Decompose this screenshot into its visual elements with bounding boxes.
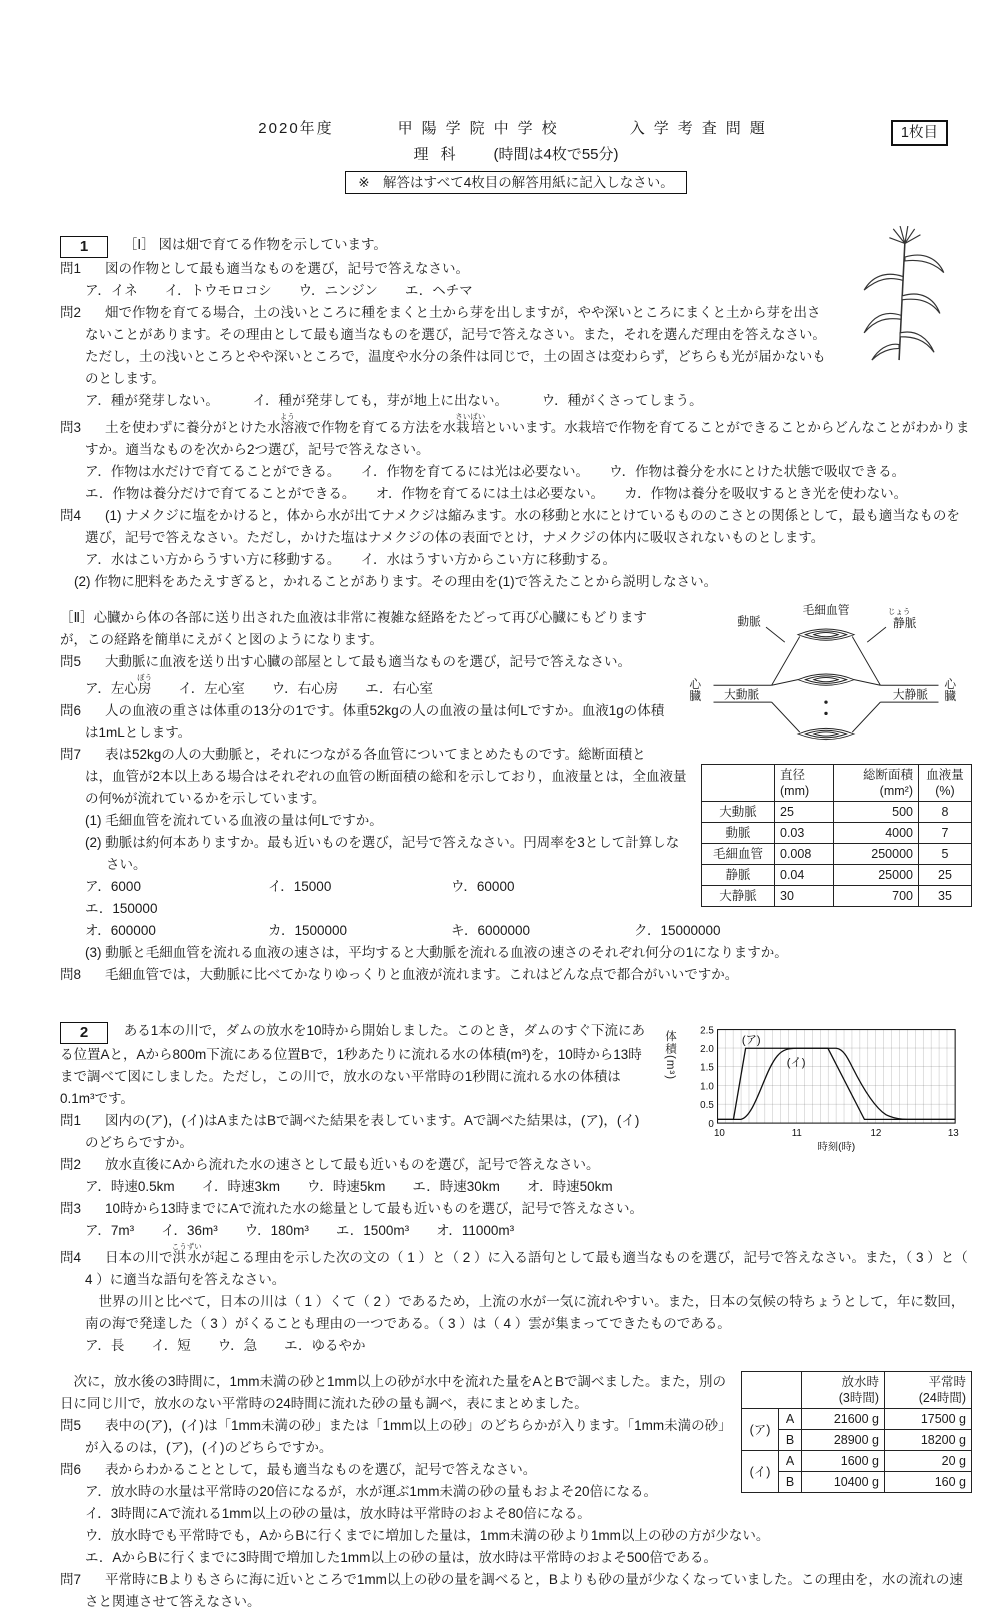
q-label: 問5 [60,1418,82,1433]
header-discharge: 放水時 [841,1375,879,1389]
label-vein: 静脈 [893,617,917,631]
y-tick: 0.5 [700,1100,714,1112]
table-row: 大動脈 25 500 8 [702,802,972,823]
q-label: 問3 [60,1201,82,1216]
s2-question-6-option-c: ウ．放水時でも平常時でも，AからBに行くまでに増加した量は，1mm未満の砂より1mm以上の砂の方が少ない。 [85,1528,770,1543]
header-subject: 理科 [413,146,468,163]
group-a-label: (ア) [742,1409,779,1451]
s1-question-3-options-2: エ．作物は養分だけで育てることができる。 オ．作物を育てるには土は必要ない。 カ．作物は養分を吸収するとき光を使わない。 [85,486,908,501]
part2-text: 心臓から体の各部に送り出された血液は非常に複雑な経路をたどって再び心臓にもどりますが，この経路を簡単にえがくと図のようになります。 [60,610,647,647]
q-label: 問8 [60,967,82,982]
table-row: 大静脈 30 700 35 [702,886,972,907]
q-text: 人の血液の重さは体重の13分の1です。体重52kgの人の血液の量は何Lですか。血液1gの体積は1mLとします。 [85,703,665,740]
header-note-row [60,171,972,194]
header-school: 甲陽学院中学校 [397,120,566,137]
header-empty [742,1372,802,1409]
part2-label: ［Ⅱ］ [60,610,94,625]
s2-question-2 [60,1154,972,1176]
header-line-1 [60,118,972,140]
q-label: 問7 [60,1572,82,1587]
section-1-head [60,234,972,258]
q-text: 大動脈に血液を送り出す心臓の部屋として最も適当なものを選び，記号で答えなさい。 [105,654,631,669]
q-text: 図の作物として最も適当なものを選び，記号で答えなさい。 [105,261,469,276]
group-b-label: (イ) [742,1451,779,1493]
y-tick: 0 [708,1118,714,1130]
q-text: 放水直後にAから流れた水の速さとして最も近いものを選び，記号で答えなさい。 [105,1157,600,1172]
q-label: 問2 [60,1157,82,1172]
s2-question-6-option-a: ア．放水時の水量は平常時の20倍になるが，水が運ぶ1mm未満の砂の量もおよそ20倍になる。 [85,1484,657,1499]
q-label: 問1 [60,1113,82,1128]
sand-table [741,1371,972,1493]
s2-question-6-option-b: イ．3時間にAで流れる1mm以上の砂の量は，放水時は平常時のおよそ80倍になる。 [85,1506,591,1521]
section-1-part1-label: ［Ⅰ］ [123,237,155,252]
s1-question-1-options: ア．イネ イ．トウモロコシ ウ．ニンジン エ．ヘチマ [85,283,473,298]
q-text: 平常時にBよりもさらに海に近いところで1mm以上の砂の量を調べると，Bよりも砂の量が少なくなっていました。この理由を，水の流れの速さと関連させて答えなさい。 [85,1572,963,1609]
section-2 [60,1020,972,1613]
s1-question-3-options-1: ア．作物は水だけで育てることができる。 イ．作物を育てるには光は必要ない。 ウ．作物は養分を水にとけた状態で吸収できる。 [85,464,906,479]
q-text: 図内の(ア)，(イ)はAまたはBで調べた結果を表しています。Aで調べた結果は，(ア)，(イ)のどちらですか。 [85,1113,640,1150]
q-text: 表中の(ア)，(イ)は「1mm未満の砂」または「1mm以上の砂」のどちらかが入ります。「1mm未満の砂」が入るのは，(ア)，(イ)のどちらですか。 [85,1418,725,1455]
x-tick: 13 [947,1128,959,1140]
answer-sheet-note: ※ 解答はすべて4枚目の解答用紙に記入しなさい。 [345,171,687,194]
x-tick: 12 [870,1128,882,1140]
q-label: 問1 [60,261,82,276]
s2-question-4-passage: 世界の川と比べて，日本の川は（ 1 ）くて（ 2 ）であるため，上流の水が一気に流れやすい。また，日本の気候の特ちょうとして，年に数回，南の海で発達した（ 3 ）がくることも理由の一つである。（ 3 ）は（ 4 ）雲が集まってできたものである。 [85,1294,965,1331]
header-line-2 [60,144,972,166]
s1-question-3 [60,412,972,461]
q-text: 10時から13時までにAで流れた水の総量として最も近いものを選び，記号で答えなさい。 [105,1201,643,1216]
y-tick: 2.0 [700,1044,714,1056]
s1-question-5-options: ア．左心房ぼう イ．左心室 ウ．右心房 エ．右心室 [85,673,434,696]
q-label: 問7 [60,747,82,762]
q-label: 問6 [60,1462,82,1477]
x-tick: 10 [713,1128,725,1140]
table-row: 毛細血管 0.008 250000 5 [702,844,972,865]
q-label: 問2 [60,305,82,320]
s2-question-3 [60,1198,972,1220]
q-text: 日本の川で洪水こうずいが起こる理由を示した次の文の（ 1 ）と（ 2 ）に入る語句として最も適当なものを選び，記号で答えなさい。また，（ 3 ）と（ 4 ）に適当な語句を答えなさい。 [85,1242,968,1287]
s1-question-7-sub1: (1) 毛細血管を流れている血液の量は何Lですか。 [85,813,383,828]
table-row: B 28900 g 18200 g [742,1430,972,1451]
header-blood-volume: 血液量 [926,768,964,782]
s1-question-4-sub2: (2) 作物に肥料をあたえすぎると，かれることがあります。その理由を(1)で答えたことから説明しなさい。 [74,574,718,589]
x-tick: 11 [791,1128,802,1140]
s1-question-4 [60,505,972,549]
s2-question-4 [60,1242,972,1291]
header-year: 2020年度 [258,120,334,137]
section-2-intro-text: ある1本の川で，ダムの放水を10時から開始しました。このとき，ダムのすぐ下流にある位置Aと，Aから800m下流にある位置Bで，1秒あたりに流れる水の体積(m³)を，10時から13時まで調べて図にしました。ただし，この川で，放水のない平常時の1秒間に流れる水の体積は0.1m³です。 [60,1023,645,1106]
header-empty [702,765,775,802]
header-time-limit: (時間は4枚で55分) [493,146,619,163]
s1-question-8 [60,964,972,986]
s1-question-7-sub2: (2) 動脈は約何本ありますか。最も近いものを選び，記号で答えなさい。円周率を3として計算しなさい。 [85,835,680,872]
q-text: 毛細血管では，大動脈に比べてかなりゆっくりと血液が流れます。これはどんな点で都合がいいですか。 [105,967,739,982]
ruby-bou: 房ぼう [137,673,153,696]
graph-y-axis-label: 体積(m³) [664,1029,676,1080]
s1-question-2-options: ア．種が発芽しない。 イ．種が発芽しても，芽が地上に出ない。 ウ．種がくさってしまう。 [85,393,703,408]
graph-x-axis-label: 時刻(時) [817,1142,856,1154]
table-row: 動脈 0.03 4000 7 [702,823,972,844]
vessel-table [701,764,972,907]
section-1-number: 1 [60,236,108,258]
header-cross-section: 総断面積 [862,768,913,782]
q-text: 表からわかることとして，最も適当なものを選び，記号で答えなさい。 [105,1462,537,1477]
q-label: 問4 [60,508,82,523]
s2-question-2-options: ア．時速0.5km イ．時速3km ウ．時速5km エ．時速30km オ．時速50km [85,1179,613,1194]
label-aorta: 大動脈 [724,688,760,702]
header-normal: 平常時 [928,1375,966,1389]
ruby-kouzui: 洪水こうずい [171,1242,202,1265]
s1-question-4-options: ア．水はこい方からうすい方に移動する。 イ．水はうすい方からこい方に移動する。 [85,552,616,567]
series-a-label: (ア) [741,1034,761,1047]
label-capillary: 毛細血管 [802,604,850,617]
table-header-row: 直径 (mm) 総断面積 (mm²) 血液量 (%) [702,765,972,802]
table-header-row: 放水時 (3時間) 平常時 (24時間) [742,1372,972,1409]
table-row: (イ) A 1600 g 20 g [742,1451,972,1472]
q-label: 問4 [60,1250,82,1265]
q-text: 土を使わずに養分がとけた水溶よう液で作物を育てる方法を水栽培さいばいといいます。水栽培で作物を育てることができることからどんなことがわかりますか。適当なものを次から2つ選び，記号で答えなさい。 [85,412,970,457]
s2-sand-paragraph: 次に，放水後の3時間に，1mm未満の砂と1mm以上の砂が水中を流れた量をAとBで調べました。また，別の日に同じ川で，放水のない平常時の24時間に流れた砂の量も調べ，表にまとめました。 [60,1374,727,1411]
table-row: (ア) A 21600 g 17500 g [742,1409,972,1430]
q-label: 問6 [60,703,82,718]
s1-question-7-options-1: ア．6000 イ．15000 ウ．60000エ．150000 [85,879,515,916]
s1-question-2 [60,302,972,390]
s2-question-7 [60,1569,972,1613]
q-label: 問3 [60,420,82,435]
q-text: 表は52kgの人の大動脈と，それにつながる各血管についてまとめたものです。総断面積とは，血管が2本以上ある場合はそれぞれの血管の断面積の総和を示しており，血液量とは，全血液量の何%が流れているかを示しています。 [85,747,687,806]
label-vein-ruby: じょう [887,607,911,616]
circulation-diagram [680,599,972,756]
table-row: 静脈 0.04 25000 25 [702,865,972,886]
s2-question-3-options: ア．7m³ イ．36m³ ウ．180m³ エ．1500m³ オ．11000m³ [85,1223,515,1238]
series-b-label: (イ) [786,1057,806,1070]
ruby-you: 溶よう [279,412,295,435]
label-artery: 動脈 [737,615,761,629]
section-1 [60,234,972,986]
label-heart-right: 心臓 [943,677,957,702]
s2-question-4-options: ア．長 イ．短 ウ．急 エ．ゆるやか [85,1338,366,1353]
q-text: (1) ナメクジに塩をかけると，体から水が出てナメクジは縮みます。水の移動と水にとけているもののこさとの関係として，最も適当なものを選び，記号で答えなさい。ただし，かけた塩はナメクジの体の表面でとけ，ナメクジの体内に吸収されないものとします。 [85,508,960,545]
y-tick: 1.5 [700,1062,714,1074]
q-label: 問5 [60,654,82,669]
flow-graph [659,1022,972,1155]
s2-question-6-option-d: エ．AからBに行くまでに3時間で増加した1mm以上の砂の量は，放水時は平常時のおよそ500倍である。 [85,1550,717,1565]
header-diameter: 直径 [780,768,806,782]
s1-question-1 [60,258,972,280]
corn-plant-illustration [838,226,966,369]
y-tick: 1.0 [700,1081,714,1093]
table-row: B 10400 g 160 g [742,1472,972,1493]
section-2-number: 2 [60,1022,108,1044]
s1-question-7-options-2: オ．600000 カ．1500000 キ．6000000 ク．15000000 [85,923,721,938]
label-vena-cava: 大静脈 [892,688,928,702]
header-exam-title: 入学考査問題 [629,120,774,137]
y-tick: 2.5 [700,1025,714,1037]
label-heart-left: 心臓 [688,677,702,702]
sheet-number-badge: 1枚目 [891,120,948,146]
section-1-intro-text: 図は畑で育てる作物を示しています。 [158,237,387,252]
ruby-saibai: 栽培さいばい [455,412,486,435]
s1-question-7-sub3: (3) 動脈と毛細血管を流れる血液の速さは，平均すると大動脈を流れる血液の速さのそれぞれ何分の1になりますか。 [85,945,788,960]
q-text: 畑で作物を育てる場合，土の浅いところに種をまくと土から芽を出しますが，やや深いところにまくと土から芽を出さないことがあります。その理由として最も適当なものを選び，記号で答えなさい。また，それを選んだ理由を答えなさい。ただし，土の浅いところとやや深いところで，温度や水分の条件は同じで，土の固さは変わらず，どちらも光が届かないものとします。 [85,305,826,386]
